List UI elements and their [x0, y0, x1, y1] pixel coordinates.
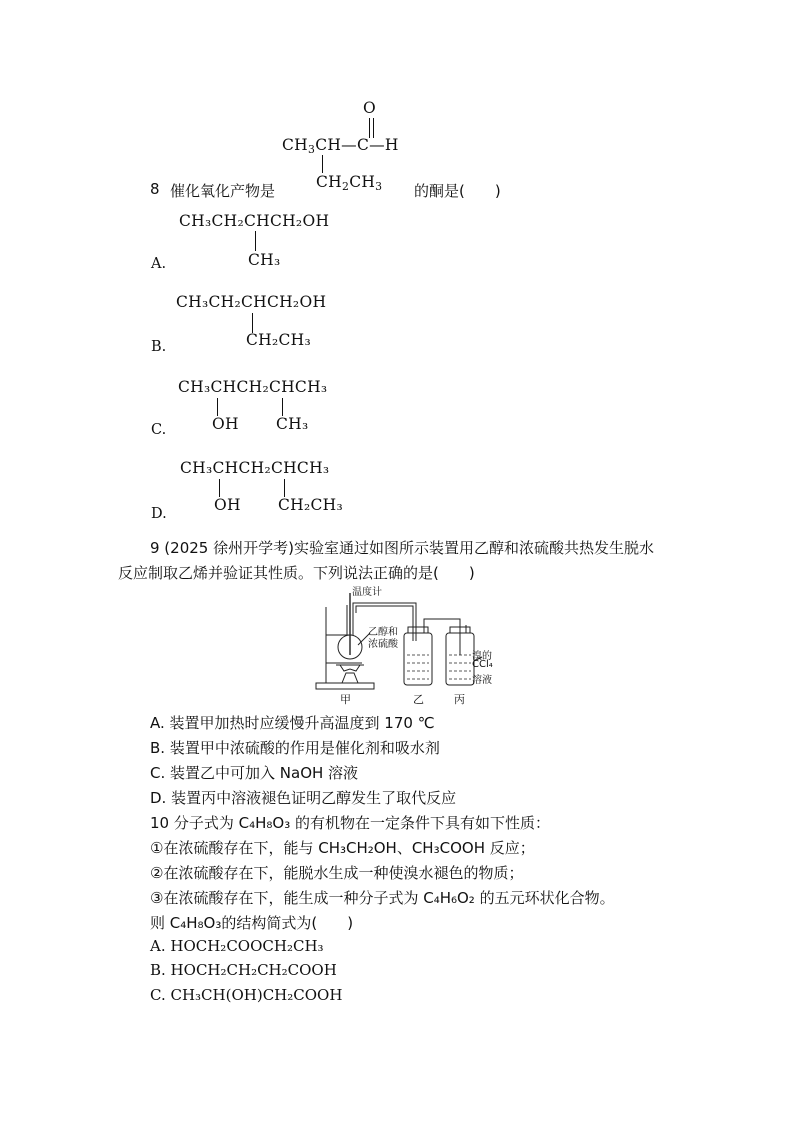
label-thermometer: 温度计	[352, 587, 382, 598]
option-c-sub-oh: OH	[212, 415, 239, 433]
q10-property-1: ①在浓硫酸存在下，能与 CH₃CH₂OH、CH₃COOH 反应；	[150, 839, 535, 857]
bottle-yi	[404, 633, 432, 685]
q9-stem-line1: 9 (2025 徐州开学考)实验室通过如图所示装置用乙醇和浓硫酸共热发生脱水	[150, 539, 654, 557]
label-bing: 丙	[454, 693, 465, 706]
option-b-main: CH₃CH₂CHCH₂OH	[176, 293, 327, 311]
q8-suffix: 的酮是( )	[414, 182, 501, 200]
option-d-sub-oh: OH	[214, 496, 241, 514]
product-branch	[316, 173, 382, 191]
q10-option-b: B. HOCH₂CH₂CH₂COOH	[150, 961, 337, 979]
label-reagent-1: 乙醇和	[368, 627, 398, 638]
q9-option-b: B. 装置甲中浓硫酸的作用是催化剂和吸水剂	[150, 739, 440, 757]
apparatus-diagram	[312, 585, 492, 705]
label-bromine-3: 溶液	[472, 675, 492, 686]
option-d-main: CH₃CHCH₂CHCH₃	[180, 459, 330, 477]
apparatus-figure	[312, 585, 492, 705]
option-c-bond-2	[282, 398, 283, 416]
option-a-sub: CH₃	[248, 251, 281, 269]
product-branch-ch-b: CH	[349, 173, 376, 191]
label-reagent-2: 浓硫酸	[368, 639, 398, 650]
option-d-label: D.	[151, 506, 167, 522]
label-bromine-1: 溴的	[472, 651, 492, 662]
delivery-tube-2	[424, 619, 460, 655]
q9-option-a: A. 装置甲加热时应缓慢升高温度到 170 ℃	[150, 714, 435, 732]
product-double-bond-left	[369, 118, 370, 138]
option-c-bond-1	[217, 398, 218, 416]
q9-stem-line2: 反应制取乙烯并验证其性质。下列说法正确的是( )	[118, 564, 475, 582]
q10-property-3: ③在浓硫酸存在下，能生成一种分子式为 C₄H₆O₂ 的五元环状化合物。	[150, 889, 615, 907]
label-jia: 甲	[340, 693, 351, 706]
option-d-sub-ch2ch3: CH₂CH₃	[278, 496, 343, 514]
product-branch-sub3: 3	[375, 180, 383, 193]
product-branch-sub2: 2	[341, 180, 350, 193]
stand-base	[316, 683, 374, 689]
option-a-main: CH₃CH₂CHCH₂OH	[179, 212, 330, 230]
q9-option-c: C. 装置乙中可加入 NaOH 溶液	[150, 764, 359, 782]
option-c-sub-ch3: CH₃	[276, 415, 309, 433]
q9-option-d: D. 装置丙中溶液褪色证明乙醇发生了取代反应	[150, 789, 457, 807]
option-d-bond-1	[219, 479, 220, 497]
option-a-label: A.	[151, 256, 167, 272]
q10-stem: 10 分子式为 C₄H₈O₃ 的有机物在一定条件下具有如下性质：	[150, 814, 550, 832]
burner	[342, 673, 358, 683]
option-b-label: B.	[151, 339, 167, 355]
option-b-bond	[252, 313, 253, 333]
q8-prefix: 催化氧化产物是	[170, 182, 276, 200]
option-b-sub: CH₂CH₃	[246, 331, 311, 349]
option-d-bond-2	[284, 479, 285, 497]
option-c-label: C.	[151, 422, 167, 438]
q10-property-2: ②在浓硫酸存在下，能脱水生成一种使溴水褪色的物质；	[150, 864, 524, 882]
product-double-bond-right	[373, 118, 374, 138]
q10-ask: 则 C₄H₈O₃的结构简式为( )	[150, 914, 354, 932]
q10-option-c: C. CH₃CH(OH)CH₂COOH	[150, 986, 343, 1004]
product-oxygen: O	[363, 99, 377, 117]
product-branch-bond	[322, 155, 323, 173]
product-branch-ch: CH	[316, 173, 342, 191]
option-a-bond	[255, 231, 256, 251]
q8-number: 8	[150, 180, 160, 198]
product-main-chain	[282, 136, 399, 154]
option-c-main: CH₃CHCH₂CHCH₃	[178, 378, 328, 396]
product-sub-3: 3	[307, 143, 316, 156]
label-bromine-2: CCl₄	[472, 659, 493, 670]
q10-option-a: A. HOCH₂COOCH₂CH₃	[150, 937, 324, 955]
product-ch3-ch: CH	[282, 136, 308, 154]
label-yi: 乙	[413, 693, 424, 706]
product-ch-c-h: CH—C—H	[315, 136, 399, 154]
